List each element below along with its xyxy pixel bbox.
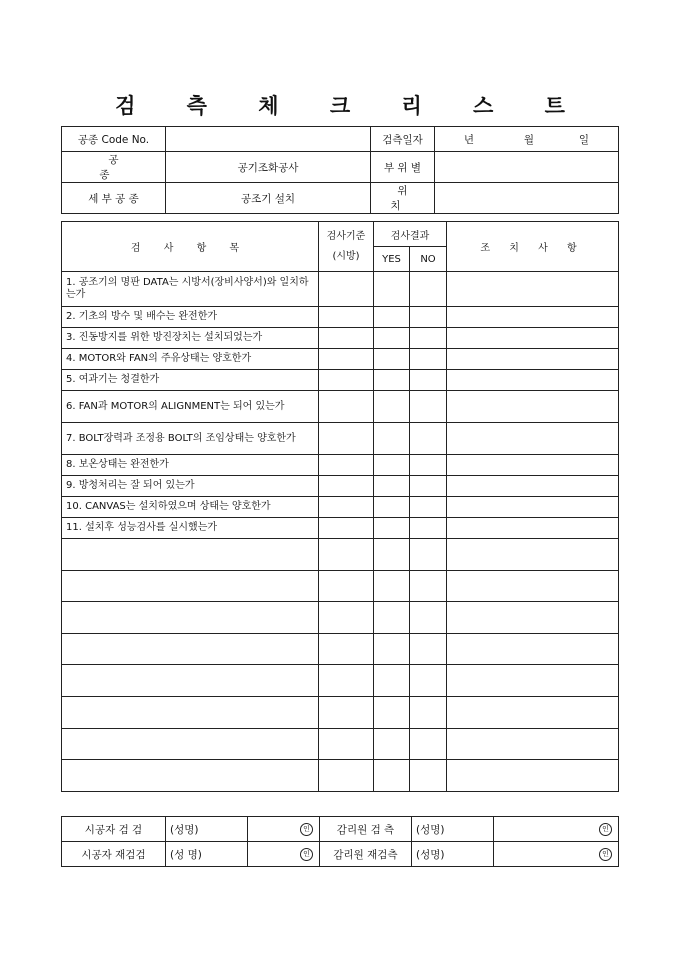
standard-cell[interactable] (319, 696, 374, 728)
checklist-item-text: 6. FAN과 MOTOR의 ALIGNMENT는 되어 있는가 (62, 391, 319, 423)
no-cell[interactable] (410, 518, 447, 539)
standard-cell[interactable] (319, 539, 374, 571)
action-cell[interactable] (447, 728, 619, 760)
date-day: 일 (578, 133, 590, 146)
standard-cell[interactable] (319, 633, 374, 665)
checklist-item-text: 7. BOLT장력과 조정용 BOLT의 조임상태는 양호한가 (62, 423, 319, 455)
checklist-item-text: 2. 기초의 방수 및 배수는 완전한가 (62, 307, 319, 328)
blank-item-cell[interactable] (62, 728, 319, 760)
checklist-row (62, 370, 619, 391)
action-cell[interactable] (447, 602, 619, 634)
action-cell[interactable] (447, 391, 619, 423)
checklist-row (62, 328, 619, 349)
checklist-item-text: 9. 방청처리는 잘 되어 있는가 (62, 476, 319, 497)
no-cell[interactable] (410, 476, 447, 497)
action-cell[interactable] (447, 476, 619, 497)
date-label: 검측일자 (371, 127, 435, 152)
work-value[interactable]: 공기조화공사 (166, 152, 371, 183)
col-action-header: 조 치 사 항 (447, 222, 619, 272)
supervisor-recheck-label: 감리원 재검측 (320, 842, 412, 867)
checklist-item-text: 8. 보온상태는 완전한가 (62, 455, 319, 476)
code-value[interactable] (166, 127, 371, 152)
checklist-row (62, 307, 619, 328)
no-cell[interactable] (410, 497, 447, 518)
no-cell[interactable] (410, 665, 447, 697)
blank-row (62, 696, 619, 728)
seal-icon: 인 (599, 848, 612, 861)
standard-cell[interactable] (319, 328, 374, 349)
yes-cell[interactable] (374, 328, 410, 349)
blank-row (62, 728, 619, 760)
supervisor-recheck-seal[interactable] (494, 842, 619, 867)
yes-cell[interactable] (374, 423, 410, 455)
location-value[interactable] (435, 183, 619, 214)
no-cell[interactable] (410, 696, 447, 728)
yes-cell[interactable] (374, 497, 410, 518)
standard-cell[interactable] (319, 272, 374, 307)
no-cell[interactable] (410, 570, 447, 602)
code-label: 공종 Code No. (62, 127, 166, 152)
yes-cell[interactable] (374, 696, 410, 728)
checklist-row (62, 497, 619, 518)
date-month: 월 (523, 133, 535, 146)
contractor-recheck-seal[interactable] (248, 842, 320, 867)
seal-icon: 인 (300, 848, 313, 861)
standard-cell[interactable] (319, 455, 374, 476)
standard-cell[interactable] (319, 349, 374, 370)
yes-cell[interactable] (374, 391, 410, 423)
yes-cell[interactable] (374, 570, 410, 602)
signature-table (61, 816, 619, 867)
standard-cell[interactable] (319, 391, 374, 423)
work-label: 공 종 (62, 152, 166, 183)
no-cell[interactable] (410, 539, 447, 571)
blank-item-cell[interactable] (62, 570, 319, 602)
contractor-check-name-label: (성명) (166, 817, 248, 842)
part-value[interactable] (435, 152, 619, 183)
checklist-item-text: 10. CANVAS는 설치하였으며 상태는 양호한가 (62, 497, 319, 518)
col-yes-header: YES (374, 247, 410, 272)
col-standard-line2: (시방) (332, 250, 360, 262)
action-cell[interactable] (447, 570, 619, 602)
blank-row (62, 665, 619, 697)
action-cell[interactable] (447, 370, 619, 391)
location-label: 위 치 (371, 183, 435, 214)
standard-cell[interactable] (319, 570, 374, 602)
standard-cell[interactable] (319, 307, 374, 328)
checklist-row (62, 423, 619, 455)
standard-cell[interactable] (319, 423, 374, 455)
blank-row (62, 539, 619, 571)
standard-cell[interactable] (319, 518, 374, 539)
action-cell[interactable] (447, 518, 619, 539)
blank-item-cell[interactable] (62, 665, 319, 697)
standard-cell[interactable] (319, 760, 374, 792)
contractor-check-seal[interactable] (248, 817, 320, 842)
no-cell[interactable] (410, 370, 447, 391)
yes-cell[interactable] (374, 518, 410, 539)
action-cell[interactable] (447, 349, 619, 370)
yes-cell[interactable] (374, 272, 410, 307)
blank-item-cell[interactable] (62, 539, 319, 571)
blank-item-cell[interactable] (62, 633, 319, 665)
checklist-item-text: 3. 진동방지를 위한 방진장치는 설치되었는가 (62, 328, 319, 349)
col-no-header: NO (410, 247, 447, 272)
no-cell[interactable] (410, 455, 447, 476)
checklist-item-text: 1. 공조기의 명판 DATA는 시방서(장비사양서)와 일치하는가 (62, 272, 319, 307)
supervisor-recheck-name-label: (성명) (412, 842, 494, 867)
seal-icon: 인 (300, 823, 313, 836)
blank-item-cell[interactable] (62, 760, 319, 792)
contractor-recheck-name-label: (성 명) (166, 842, 248, 867)
date-value[interactable] (435, 127, 619, 152)
action-cell[interactable] (447, 665, 619, 697)
checklist-item-text: 4. MOTOR와 FAN의 주유상태는 양호한가 (62, 349, 319, 370)
no-cell[interactable] (410, 328, 447, 349)
action-cell[interactable] (447, 760, 619, 792)
date-year: 년 (463, 133, 475, 146)
no-cell[interactable] (410, 423, 447, 455)
blank-item-cell[interactable] (62, 602, 319, 634)
col-standard-header (319, 222, 374, 272)
action-cell[interactable] (447, 539, 619, 571)
action-cell[interactable] (447, 328, 619, 349)
yes-cell[interactable] (374, 307, 410, 328)
yes-cell[interactable] (374, 602, 410, 634)
checklist-row (62, 349, 619, 370)
yes-cell[interactable] (374, 455, 410, 476)
blank-row (62, 602, 619, 634)
no-cell[interactable] (410, 272, 447, 307)
supervisor-check-label: 감리원 검 측 (320, 817, 412, 842)
contractor-check-label: 시공자 검 검 (62, 817, 166, 842)
yes-cell[interactable] (374, 476, 410, 497)
checklist-row (62, 476, 619, 497)
standard-cell[interactable] (319, 370, 374, 391)
checklist-row (62, 391, 619, 423)
standard-cell[interactable] (319, 497, 374, 518)
blank-row (62, 633, 619, 665)
contractor-recheck-label: 시공자 재검검 (62, 842, 166, 867)
detail-value[interactable]: 공조기 설치 (166, 183, 371, 214)
checklist-row (62, 272, 619, 307)
checklist-row (62, 518, 619, 539)
yes-cell[interactable] (374, 665, 410, 697)
yes-cell[interactable] (374, 539, 410, 571)
document-title: 검 측 체 크 리 스 트 (115, 93, 587, 118)
col-result-header: 검사결과 (374, 222, 447, 247)
blank-row (62, 570, 619, 602)
no-cell[interactable] (410, 633, 447, 665)
yes-cell[interactable] (374, 728, 410, 760)
standard-cell[interactable] (319, 665, 374, 697)
standard-cell[interactable] (319, 728, 374, 760)
detail-label: 세 부 공 종 (62, 183, 166, 214)
action-cell[interactable] (447, 633, 619, 665)
no-cell[interactable] (410, 602, 447, 634)
yes-cell[interactable] (374, 349, 410, 370)
no-cell[interactable] (410, 349, 447, 370)
seal-icon: 인 (599, 823, 612, 836)
col-standard-line1: 검사기준 (326, 230, 366, 242)
yes-cell[interactable] (374, 760, 410, 792)
action-cell[interactable] (447, 272, 619, 307)
no-cell[interactable] (410, 391, 447, 423)
supervisor-check-seal[interactable] (494, 817, 619, 842)
checklist-row (62, 455, 619, 476)
part-label: 부 위 별 (371, 152, 435, 183)
no-cell[interactable] (410, 728, 447, 760)
col-item-header: 검 사 항 목 (62, 222, 319, 272)
supervisor-check-name-label: (성명) (412, 817, 494, 842)
standard-cell[interactable] (319, 476, 374, 497)
no-cell[interactable] (410, 760, 447, 792)
blank-item-cell[interactable] (62, 696, 319, 728)
header-table (61, 126, 619, 214)
action-cell[interactable] (447, 423, 619, 455)
yes-cell[interactable] (374, 633, 410, 665)
standard-cell[interactable] (319, 602, 374, 634)
blank-row (62, 760, 619, 792)
action-cell[interactable] (447, 497, 619, 518)
no-cell[interactable] (410, 307, 447, 328)
action-cell[interactable] (447, 455, 619, 476)
action-cell[interactable] (447, 307, 619, 328)
checklist-table (61, 221, 619, 792)
checklist-item-text: 11. 설치후 성능검사를 실시했는가 (62, 518, 319, 539)
action-cell[interactable] (447, 696, 619, 728)
yes-cell[interactable] (374, 370, 410, 391)
checklist-item-text: 5. 여과기는 청결한가 (62, 370, 319, 391)
